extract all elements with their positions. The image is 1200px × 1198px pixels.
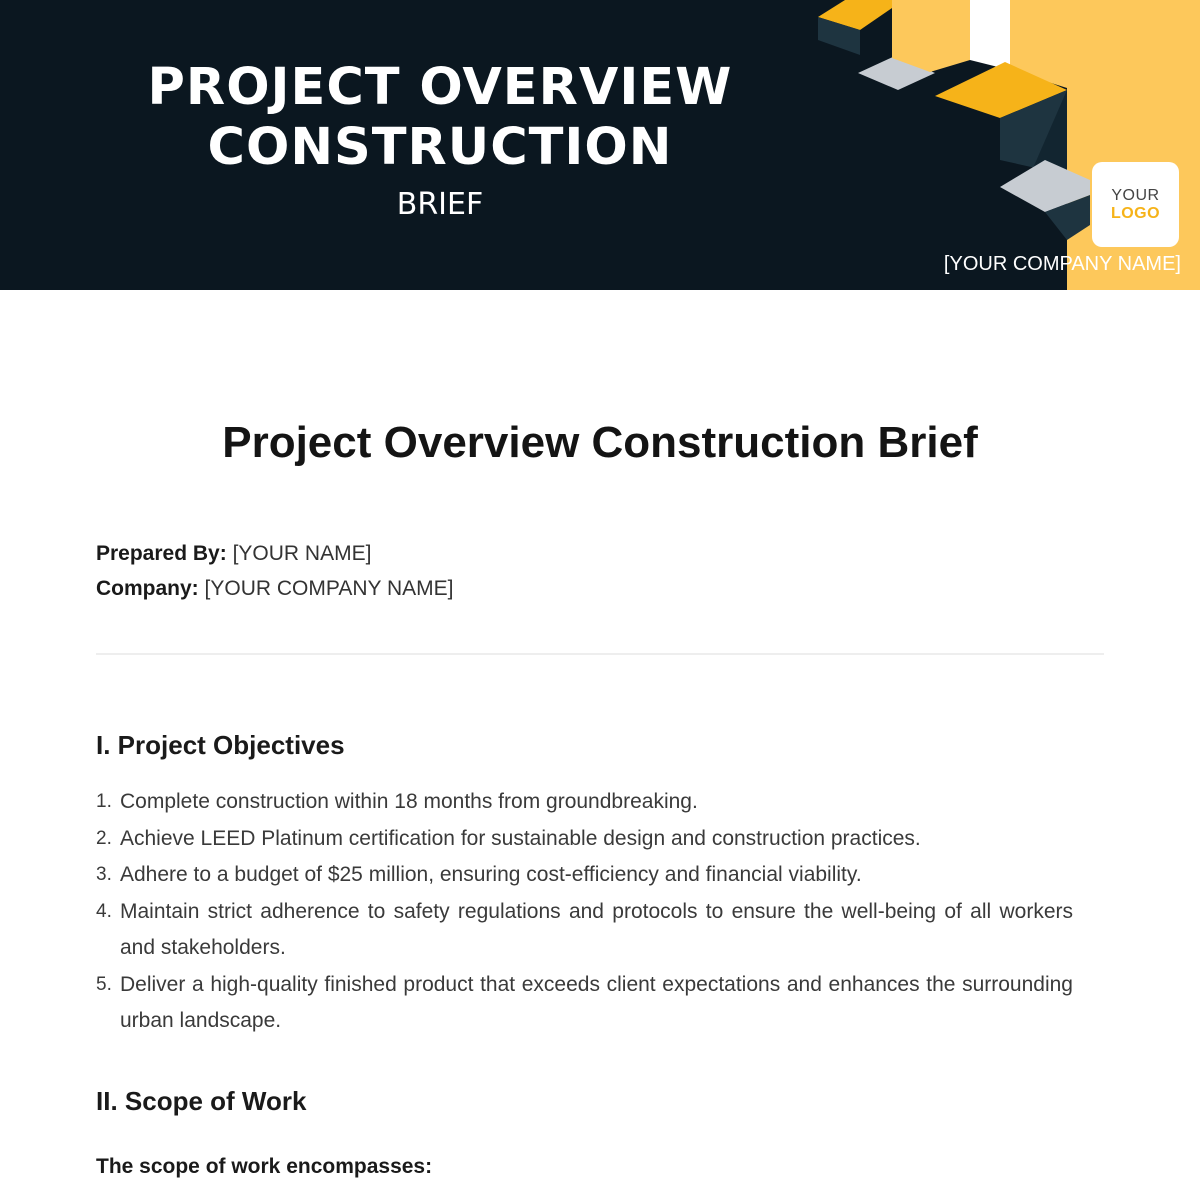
company-logo — [1092, 162, 1179, 247]
section-heading-scope: II. Scope of Work — [96, 1085, 307, 1116]
list-item-text: Maintain strict adherence to safety regulations and protocols to ensure the well-being of all workers and stakeholders. — [120, 899, 1073, 959]
banner-subtitle: BRIEF — [396, 187, 484, 222]
logo-text-line2: LOGO — [1110, 204, 1161, 222]
banner-title-line1: PROJECT OVERVIEW — [147, 58, 733, 117]
prepared-by-row — [96, 536, 1104, 571]
prepared-by-label: Prepared By: — [96, 542, 227, 565]
banner-company-name: [YOUR COMPANY NAME] — [943, 253, 1181, 275]
list-item-number: 1. — [96, 791, 112, 812]
list-item — [96, 894, 1073, 967]
company-value: [YOUR COMPANY NAME] — [204, 577, 454, 600]
list-item — [96, 821, 1073, 858]
list-item-number: 2. — [96, 827, 112, 849]
list-item-number: 5. — [96, 973, 112, 995]
header-banner — [0, 0, 1200, 290]
list-item-text: Complete construction within 18 months from groundbreaking. — [120, 790, 698, 813]
document-title: Project Overview Construction Brief — [222, 418, 978, 467]
objectives-list — [96, 784, 1073, 1040]
document-body — [96, 290, 1104, 1182]
banner-title-line2: CONSTRUCTION — [207, 118, 673, 177]
divider — [96, 653, 1104, 655]
company-row — [96, 571, 1104, 606]
logo-text-line1: YOUR — [1111, 186, 1160, 204]
list-item-number: 3. — [96, 864, 112, 885]
section-heading-objectives: I. Project Objectives — [96, 730, 345, 760]
list-item-text: Achieve LEED Platinum certification for sustainable design and construction practices. — [120, 826, 921, 850]
block-column-face — [892, 0, 970, 72]
list-item — [96, 857, 1073, 894]
banner-title — [40, 58, 840, 178]
company-label: Company: — [96, 577, 199, 600]
scope-intro: The scope of work encompasses: — [96, 1154, 433, 1178]
list-item-text: Deliver a high-quality finished product that exceeds client expectations and enhances the surrounding urban landscape. — [120, 972, 1073, 1032]
list-item-text: Adhere to a budget of $25 million, ensuring cost-efficiency and financial viability. — [120, 863, 862, 886]
list-item — [96, 784, 1073, 821]
block-column-light — [970, 0, 1010, 70]
prepared-by-value: [YOUR NAME] — [232, 542, 372, 565]
list-item-number: 4. — [96, 900, 112, 922]
list-item — [96, 967, 1073, 1040]
document-meta — [96, 536, 1104, 606]
